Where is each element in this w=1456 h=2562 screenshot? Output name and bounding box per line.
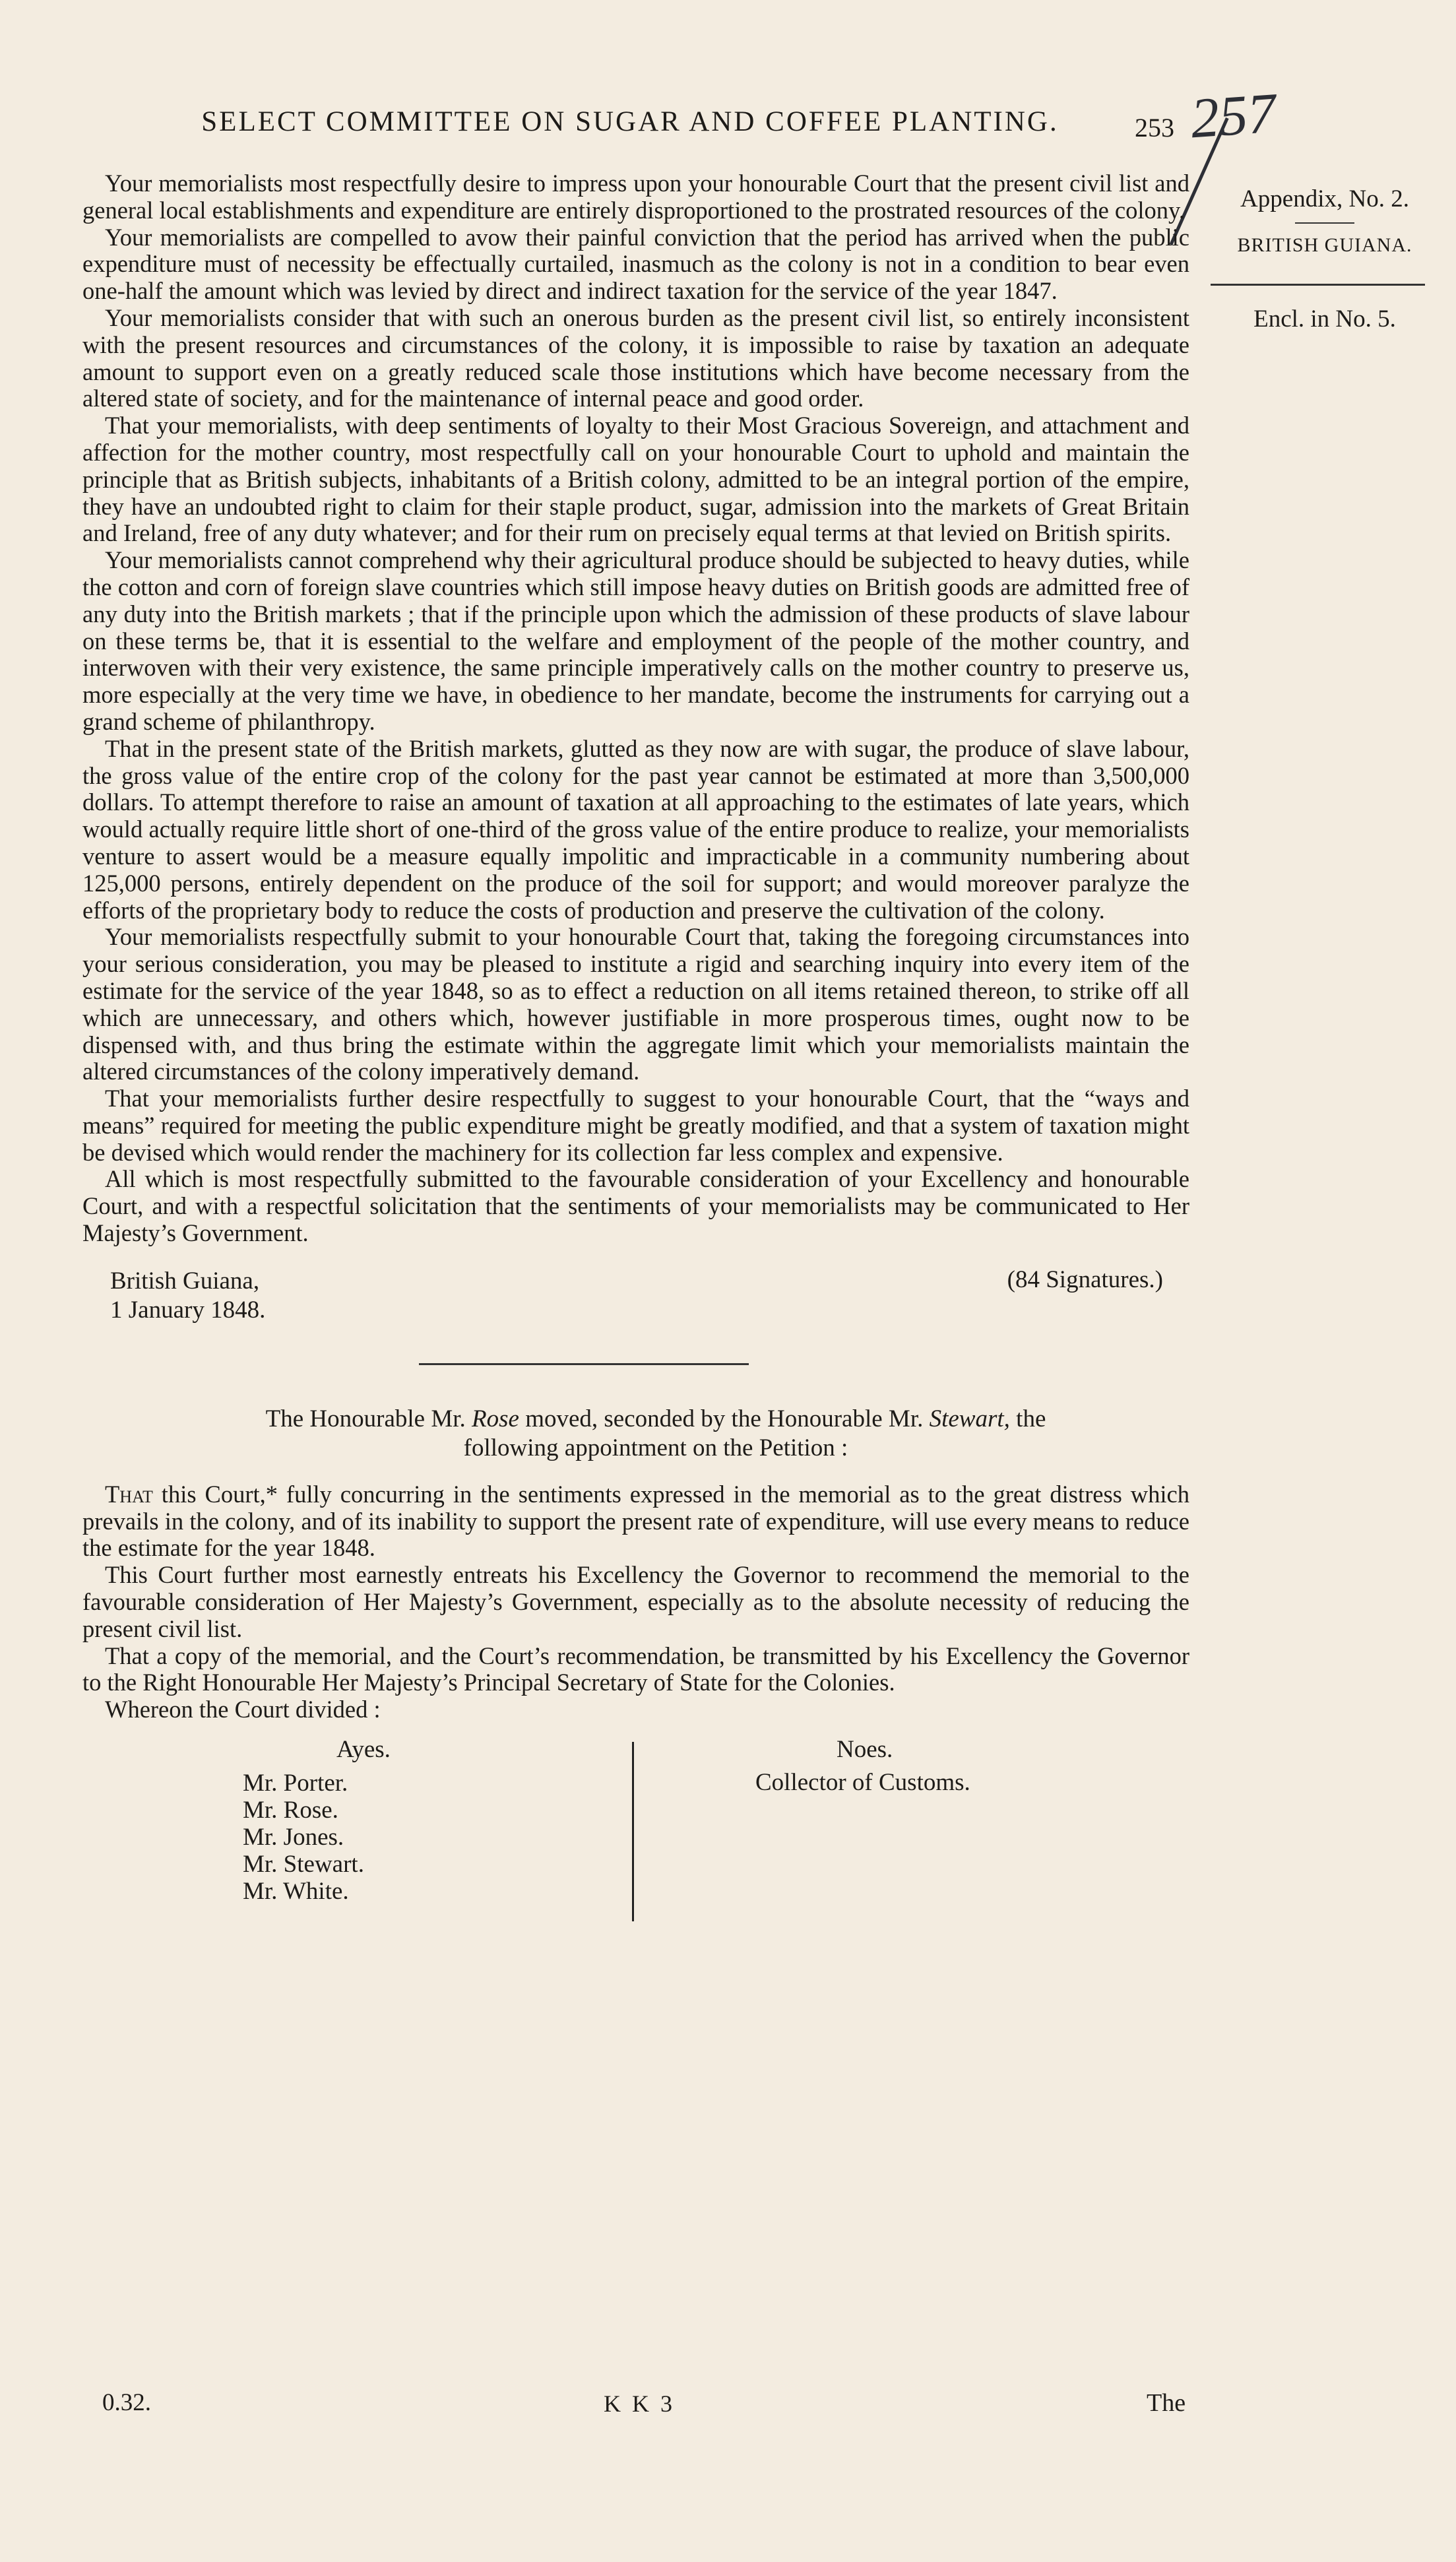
memorial-paragraph: Your memorialists cannot comprehend why their agricultural produce should be subjected to heavy duties, while the cotton and corn of foreign slave countries which still impose heavy duties on British goods are admitted free of any duty into the British markets ; that if the principle upon which the admission of these products of slave labour on these terms be, that it is essential to the welfare and employment of the people of the mother country, and interwoven with their very existence, the same principle imperatively calls on the mother country to preserve us, more especially at the very time we have, in obedience to her mandate, become the instruments for carrying out a grand scheme of philanthropy.	[82, 546, 1189, 735]
aye-member: Mr. Stewart.	[243, 1851, 364, 1878]
section-divider	[419, 1363, 749, 1365]
memorial-paragraph: Your memorialists consider that with such an onerous burden as the present civil list, so entirely inconsistent with the present resources and circumstances of the colony, it is impossible to raise by taxation an adequate amount to support even on a greatly reduced scale those institutions which have become necessary from the altered state of society, and for the maintenance of internal peace and good order.	[82, 304, 1189, 412]
motion-seconder: Stewart,	[929, 1405, 1010, 1432]
signature-mark: K K 3	[604, 2390, 675, 2417]
signature-count: (84 Signatures.)	[1007, 1265, 1163, 1293]
resolution-paragraph: That a copy of the memorial, and the Court’s recommendation, be transmitted by his Excellency the Governor to the Right Honourable Her Majesty’s Principal Secretary of State for the Colonies.	[82, 1642, 1189, 1696]
motion-mover: Rose	[472, 1405, 519, 1432]
running-head: SELECT COMMITTEE ON SUGAR AND COFFEE PLANTING.	[201, 106, 1059, 137]
motion-post: the	[1016, 1405, 1046, 1432]
place: British Guiana,	[110, 1267, 260, 1295]
noes-heading: Noes.	[837, 1736, 893, 1764]
place-date	[82, 1267, 265, 1325]
signature-block	[82, 1267, 1189, 1325]
division-table	[82, 1737, 1189, 1928]
division-line: Whereon the Court divided :	[105, 1696, 381, 1723]
memorial-paragraph: All which is most respectfully submitted to the favourable consideration of your Excellency and honourable Court, and with a respectful solicitation that the sentiments of your memorialists may be communicated to Her Majesty’s Government.	[82, 1165, 1189, 1247]
catchword: The	[1147, 2389, 1186, 2417]
aye-member: Mr. White.	[243, 1878, 349, 1905]
resolution-text: this Court,* fully concurring in the sentiments expressed in the memorial as to the great distress which prevails in the colony, and of its inability to support the present rate of expenditure, will use every means to reduce the estimate for the year 1848.	[82, 1480, 1189, 1562]
memorial-paragraph: That in the present state of the British markets, glutted as they now are with sugar, the produce of slave labour, the gross value of the entire crop of the colony for the past year cannot be estimated at more than 3,500,000 dollars. To attempt therefore to raise an amount of taxation at all approaching to the estimates of late years, which would actually require little short of one-third of the gross value of the entire produce to realize, your memorialists venture to assert would be a measure equally impolitic and impracticable in a community numbering about 125,000 persons, entirely dependent on the produce of the soil for support; and would moreover paralyze the efforts of the proprietary body to reduce the costs of production and preserve the cultivation of the colony.	[82, 734, 1189, 924]
page-number: 253	[1135, 113, 1174, 143]
motion-line-2: following appointment on the Petition :	[463, 1434, 848, 1461]
handwritten-folio-number: 257	[1188, 80, 1279, 150]
memorial-paragraph: That your memorialists, with deep sentiments of loyalty to their Most Gracious Sovereign, and attachment and affection for the mother country, most respectfully call on your honourable Court to uphold and maintain the principle that as British subjects, inhabitants of a British colony, admitted to be an integral portion of the empire, they have an undoubted right to claim for their staple product, sugar, admission into the markets of Great Britain and Ireland, free of any duty whatever; and for their rum on precisely equal terms at that levied on British spirits.	[82, 412, 1189, 547]
memorial-paragraph: Your memorialists respectfully submit to your honourable Court that, taking the foregoing circumstances into your serious consideration, you may be pleased to institute a rigid and searching inquiry into every item of the estimate for the service of the year 1848, so as to effect a reduction on all items retained thereon, to strike off all which are unnecessary, and others which, however justifiable in more prosperous times, ought now to be dispensed with, and thus bring the estimate within the aggregate limit which your memorialists maintain the altered circumstances of the colony imperatively demand.	[82, 923, 1189, 1085]
motion-heading	[82, 1405, 1189, 1463]
margin-appendix: Appendix, No. 2.	[1240, 185, 1409, 212]
column-divider	[632, 1742, 634, 1921]
noe-member: Collector of Customs.	[755, 1769, 970, 1797]
memorial-paragraph: Your memorialists are compelled to avow their painful conviction that the period has arrived when the public expenditure must of necessity be effectually curtailed, inasmuch as the colony is not in a condition to bear even one-half the amount which was levied by direct and indirect taxation for the service of the year 1847.	[82, 223, 1189, 305]
margin-divider	[1211, 284, 1425, 286]
aye-member: Mr. Porter.	[243, 1770, 348, 1797]
memorial-paragraph: Your memorialists most respectfully desire to impress upon your honourable Court that the present civil list and general local establishments and expenditure are entirely disproportioned to the prostrated resources of the colony.	[82, 170, 1189, 224]
ayes-heading: Ayes.	[336, 1736, 391, 1764]
margin-enclosure: Encl. in No. 5.	[1253, 305, 1396, 333]
resolution-paragraph	[82, 1481, 1189, 1562]
margin-notes	[1213, 185, 1437, 257]
motion-mid: moved, seconded by the Honourable Mr.	[525, 1405, 924, 1432]
motion-pre: The Honourable Mr.	[265, 1405, 466, 1432]
date: 1 January 1848.	[110, 1296, 266, 1324]
margin-colony: BRITISH GUIANA.	[1237, 234, 1412, 256]
ayes-list	[243, 1770, 364, 1905]
main-text	[82, 170, 1189, 1928]
noes-list	[755, 1770, 970, 1797]
aye-member: Mr. Rose.	[243, 1797, 338, 1824]
margin-rule	[1295, 222, 1354, 224]
memorial-paragraph: That your memorialists further desire respectfully to suggest to your honourable Court, that the “ways and means” required for meeting the public expenditure might be greatly modified, and that a system of taxation might be devised which would render the machinery for its collection far less complex and expensive.	[82, 1085, 1189, 1166]
motion-line-1	[122, 1405, 1189, 1434]
footer-reference: 0.32.	[102, 2389, 151, 2416]
resolution-lead: That	[105, 1480, 153, 1508]
aye-member: Mr. Jones.	[243, 1824, 344, 1851]
resolution-paragraph: This Court further most earnestly entreats his Excellency the Governor to recommend the memorial to the favourable consideration of Her Majesty’s Government, especially as to the absolute necessity of reducing the present civil list.	[82, 1561, 1189, 1642]
